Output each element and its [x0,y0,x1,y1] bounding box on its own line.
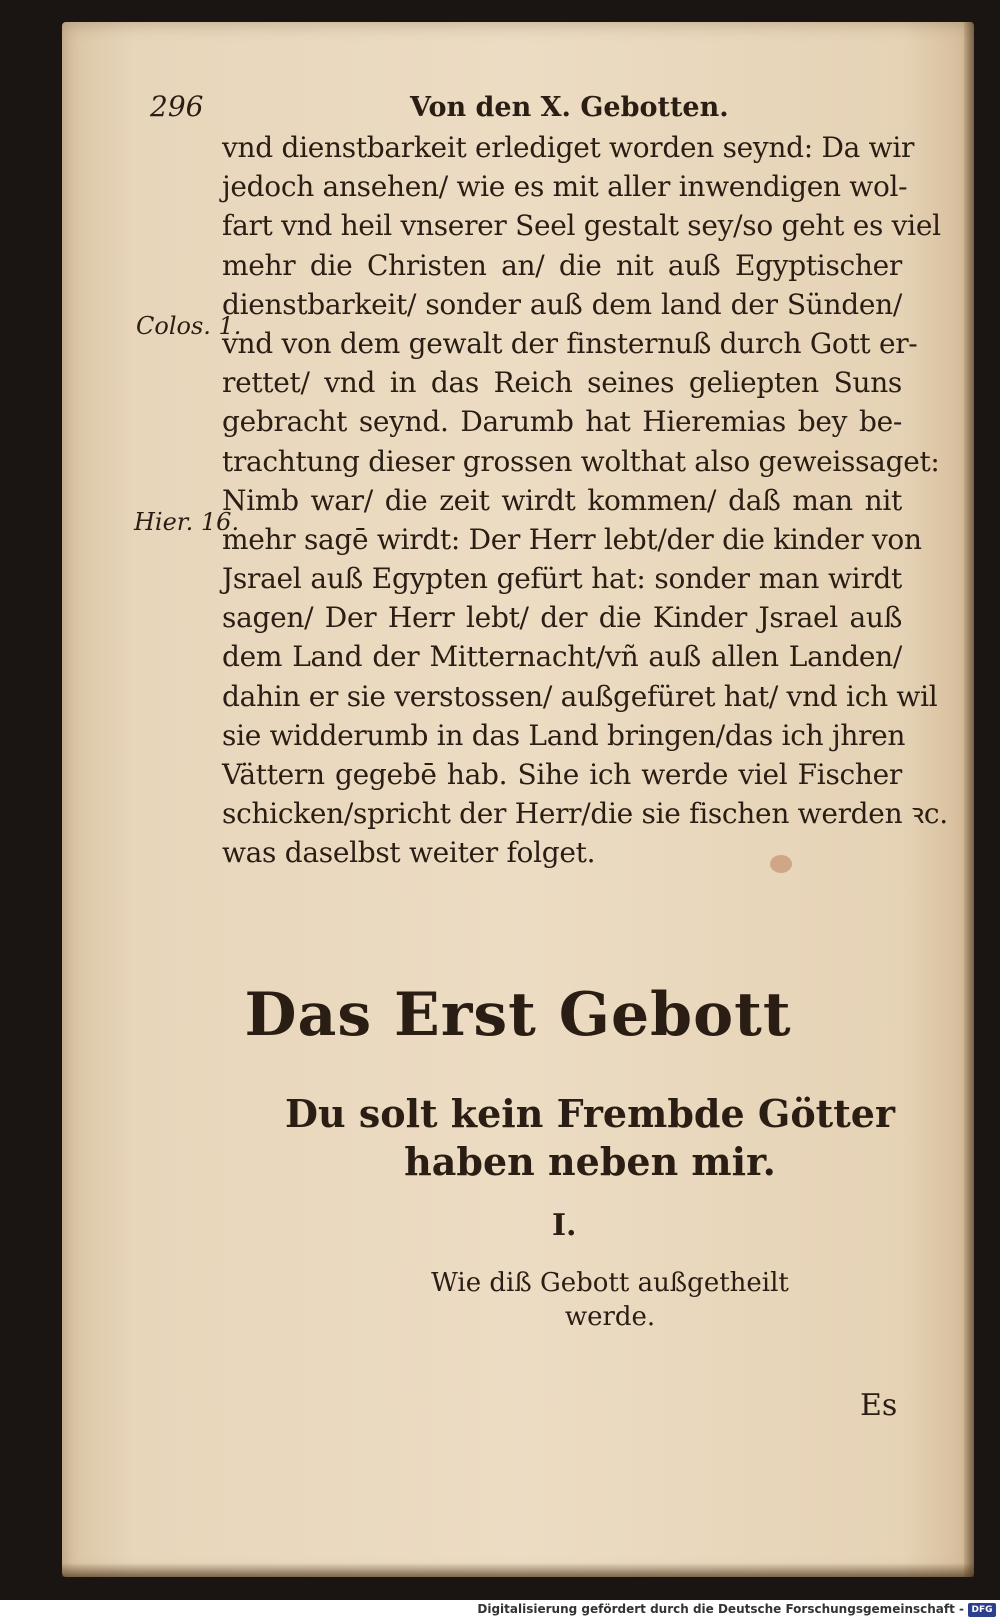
chapter-heading: Das Erst Gebott [244,980,792,1050]
dfg-logo-icon: DFG [968,1603,996,1617]
page-edge-bottom [62,1563,974,1577]
running-head: Von den X. Gebotten. [410,92,729,123]
body-line: mehr sagē wirdt: Der Herr lebt/der die kinder von [222,522,922,556]
body-line: gebracht seynd. Darumb hat Hieremias bey be- [222,405,902,439]
body-line: jedoch ansehen/ wie es mit aller inwendigen wol- [222,170,908,204]
body-line: sie widderumb in das Land bringen/das ich jhren [222,718,906,752]
body-line: trachtung dieser grossen wolthat also geweissaget: [222,444,940,478]
commandment-text: Du solt kein Frembde Götter haben neben mir. [285,1091,895,1184]
page-edge-right [964,22,974,1577]
body-line: rettet/ vnd in das Reich seines geliepten Suns [222,366,902,400]
funding-credit: Digitalisierung gefördert durch die Deutsche Forschungsgemeinschaft - [477,1602,964,1616]
body-text [222,128,948,873]
catchword: Es [860,1388,898,1423]
margin-note-colossians: Colos. 1. [136,312,242,340]
section-heading [300,1266,920,1334]
body-line: fart vnd heil vnserer Seel gestalt sey/so geht es viel [222,209,941,243]
section-heading-line: Wie diß Gebott außgetheilt [431,1268,789,1298]
body-line: dienstbarkeit/ sonder auß dem land der Sünden/ [222,287,902,321]
body-line: Nimb war/ die zeit wirdt kommen/ daß man nit [222,483,902,517]
digitization-footer [0,1600,1000,1620]
body-line: Jsrael auß Egypten gefürt hat: sonder man wirdt [222,562,902,596]
body-line: schicken/spricht der Herr/die sie fischen werden ꝛc. [222,797,948,831]
body-line: dahin er sie verstossen/ außgefüret hat/ vnd ich wil [222,679,938,713]
section-number: I. [552,1208,577,1243]
body-line: sagen/ Der Herr lebt/ der die Kinder Jsrael auß [222,601,902,635]
section-heading-line: werde. [564,1302,656,1332]
body-line: Vättern gegebē hab. Sihe ich werde viel Fischer [222,758,902,791]
page-number: 296 [150,90,204,123]
body-line: dem Land der Mitternacht/vñ auß allen Landen/ [222,640,902,674]
body-line: vnd von dem gewalt der finsternuß durch Gott er- [222,326,918,360]
body-line: was daselbst weiter folget. [222,836,596,870]
body-line: mehr die Christen an/ die nit auß Egyptischer [222,248,902,282]
margin-note-jeremiah: Hier. 16. [134,508,240,536]
body-line: vnd dienstbarkeit erlediget worden seynd: Da wir [222,131,915,164]
